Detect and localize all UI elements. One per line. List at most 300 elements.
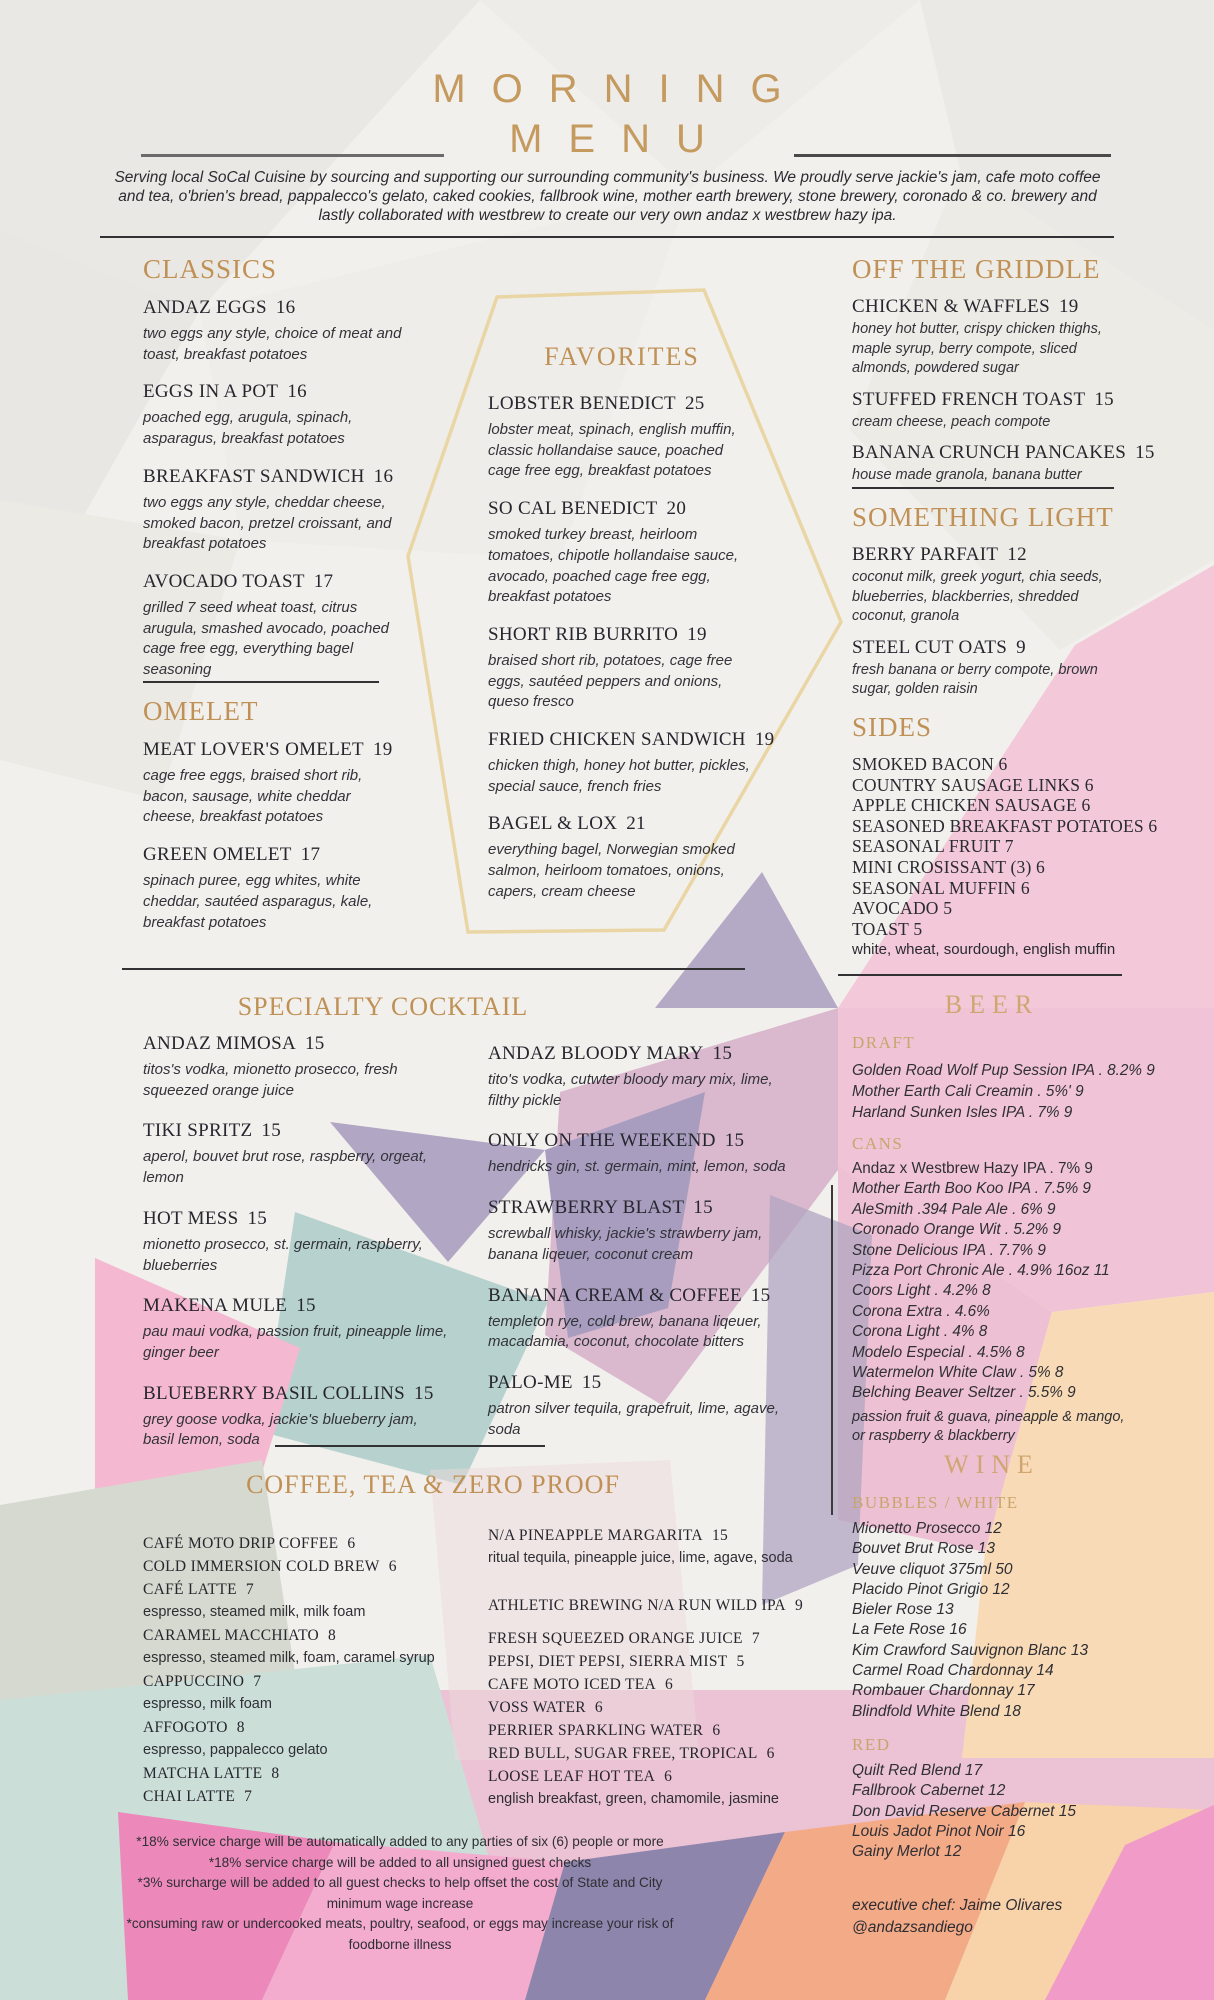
- menu-item: [852, 637, 1130, 700]
- wine-title: WINE: [944, 1450, 1040, 1479]
- item-header: [852, 296, 1130, 318]
- item-header: [488, 1742, 818, 1765]
- item-header: [143, 1119, 453, 1143]
- list-line: COUNTRY SAUSAGE LINKS 6: [852, 774, 1094, 795]
- beer-draft-label: DRAFT: [852, 1033, 916, 1052]
- menu-item: [488, 1765, 818, 1811]
- sides-note: white, wheat, sourdough, english muffin: [852, 941, 1116, 959]
- item-name: LOBSTER BENEDICT: [488, 393, 676, 414]
- item-header: [143, 1032, 453, 1056]
- list-line: Carmel Road Chardonnay 14: [852, 1662, 1054, 1680]
- menu-item: [488, 1129, 788, 1178]
- section-omelet: [143, 694, 405, 948]
- item-description: smoked turkey breast, heirloom tomatoes, chipotle hollandaise sauce, avocado, poached cage free egg, breakfast potatoes: [488, 526, 739, 606]
- wine-red-list: [852, 1761, 1132, 1862]
- item-header: [143, 1207, 453, 1231]
- item-header: [143, 1294, 453, 1318]
- beer-title: BEER: [944, 990, 1040, 1019]
- item-name: CAFÉ MOTO DRIP COFFEE: [143, 1535, 339, 1552]
- menu-item: [143, 1207, 453, 1276]
- section-something-light: [852, 500, 1130, 710]
- item-price: 15: [1135, 442, 1155, 463]
- list-line: Veuve cliquot 375ml 50: [852, 1560, 1013, 1578]
- menu-item: [143, 1555, 463, 1578]
- item-header: [488, 1524, 818, 1547]
- item-price: 8: [236, 1719, 245, 1736]
- item-price: 6: [594, 1699, 603, 1716]
- item-header: [488, 1765, 818, 1788]
- item-price: 6: [712, 1722, 721, 1739]
- item-name: MATCHA LATTE: [143, 1765, 263, 1782]
- menu-item: [143, 1670, 463, 1716]
- item-description: espresso, milk foam: [143, 1696, 272, 1712]
- item-name: CAFÉ LATTE: [143, 1581, 237, 1598]
- divider-cocktail: [122, 968, 745, 970]
- item-header: [143, 465, 405, 489]
- item-name: CARAMEL MACCHIATO: [143, 1627, 320, 1644]
- list-line: SEASONAL MUFFIN 6: [852, 877, 1030, 898]
- section-off-the-griddle: [852, 252, 1155, 496]
- item-description: braised short rib, potatoes, cage free eggs, sautéed peppers and onions, queso fresco: [488, 651, 733, 711]
- item-name: STUFFED FRENCH TOAST: [852, 388, 1086, 410]
- list-line: *18% service charge will be added to all unsigned guest checks: [208, 1854, 592, 1870]
- item-description: mionetto prosecco, st. germain, raspberry, blueberries: [143, 1235, 423, 1274]
- title-rule-left: [141, 154, 444, 157]
- list-line: Modelo Especial . 4.5% 8: [852, 1343, 1025, 1361]
- cocktail-column-2: [488, 1042, 788, 1458]
- something-light-items: [852, 544, 1130, 700]
- list-line: Rombauer Chardonnay 17: [852, 1682, 1035, 1700]
- chef-name: executive chef: Jaime Olivares: [852, 1897, 1063, 1914]
- section-wine: [852, 1450, 1132, 1862]
- item-name: PERRIER SPARKLING WATER: [488, 1722, 704, 1739]
- social-handle: @andazsandiego: [852, 1919, 973, 1936]
- omelet-title: OMELET: [143, 696, 259, 726]
- menu-item: [488, 1196, 788, 1265]
- intro-paragraph: [95, 168, 1120, 225]
- wine-white-list: [852, 1519, 1132, 1722]
- item-name: PALO-ME: [488, 1371, 573, 1393]
- item-name: COLD IMMERSION COLD BREW: [143, 1558, 380, 1575]
- menu-item: [488, 1696, 818, 1719]
- item-header: [488, 623, 756, 647]
- menu-item: [143, 1294, 453, 1363]
- item-description: espresso, pappalecco gelato: [143, 1742, 328, 1758]
- classics-title: CLASSICS: [143, 254, 278, 284]
- menu-item: [143, 738, 405, 828]
- list-line: Coors Light . 4.2% 8: [852, 1282, 991, 1300]
- list-line: La Fete Rose 16: [852, 1621, 967, 1639]
- list-line: Pizza Port Chronic Ale . 4.9% 16oz 11: [852, 1262, 1110, 1280]
- list-line: Harland Sunken Isles IPA . 7% 9: [852, 1104, 1073, 1121]
- menu-item: [143, 1532, 463, 1555]
- item-name: CAPPUCCINO: [143, 1673, 245, 1690]
- menu-item: [143, 1382, 453, 1451]
- item-header: [488, 1696, 818, 1719]
- item-header: [143, 1382, 453, 1406]
- section-favorites: [488, 392, 775, 918]
- menu-item: [143, 843, 405, 933]
- item-description: templeton rye, cold brew, banana liqeuer, macadamia, coconut, chocolate bitters: [488, 1312, 762, 1351]
- favorites-items: [488, 392, 775, 903]
- item-description: patron silver tequila, grapefruit, lime, agave, soda: [488, 1399, 779, 1438]
- item-header: [143, 1624, 463, 1647]
- item-description: poached egg, arugula, spinach, asparagus, breakfast potatoes: [143, 409, 353, 448]
- list-line: *consuming raw or undercooked meats, poultry, seafood, or eggs may increase your risk of foodborne illness: [126, 1916, 674, 1952]
- griddle-title: OFF THE GRIDDLE: [852, 254, 1101, 284]
- list-line: AleSmith .394 Pale Ale . 6% 9: [852, 1200, 1056, 1218]
- item-header: [143, 1670, 463, 1693]
- item-name: ANDAZ MIMOSA: [143, 1033, 296, 1054]
- item-price: 5: [736, 1653, 745, 1670]
- item-price: 15: [414, 1382, 434, 1404]
- item-name: PEPSI, DIET PEPSI, SIERRA MIST: [488, 1653, 728, 1670]
- menu-item: [143, 296, 405, 365]
- item-price: 9: [1016, 636, 1026, 658]
- item-price: 16: [287, 381, 307, 403]
- list-line: and tea, o'brien's bread, pappalecco's gelato, caked cookies, fallbrook wine, mother earth brewery, stone brewery, coronado & co. brewery and: [118, 188, 1097, 205]
- page-title-line2: MENU: [509, 117, 731, 161]
- item-name: CHAI LATTE: [143, 1788, 236, 1805]
- menu-item: [852, 296, 1130, 379]
- divider-top: [100, 236, 1114, 238]
- item-description: cream cheese, peach compote: [852, 413, 1051, 430]
- item-header: [143, 1762, 463, 1785]
- item-description: screwball whisky, jackie's strawberry jam, banana liqeuer, coconut cream: [488, 1225, 763, 1263]
- item-header: [143, 570, 405, 594]
- item-description: fresh banana or berry compote, brown sugar, golden raisin: [852, 661, 1098, 697]
- menu-item: [488, 812, 756, 902]
- list-line: Mother Earth Cali Creamin . 5%' 9: [852, 1083, 1084, 1100]
- item-price: 8: [271, 1765, 280, 1782]
- list-line: lastly collaborated with westbrew to create our very own andaz x westbrew hazy ipa.: [318, 207, 897, 224]
- item-description: everything bagel, Norwegian smoked salmon, heirloom tomatoes, onions, capers, cream cheese: [488, 841, 735, 900]
- item-price: 6: [766, 1745, 775, 1762]
- item-name: STRAWBERRY BLAST: [488, 1197, 685, 1219]
- item-price: 16: [275, 297, 296, 318]
- item-price: 15: [296, 1295, 316, 1317]
- item-description: spinach puree, egg whites, white cheddar, sautéed asparagus, kale, breakfast potatoes: [143, 872, 373, 931]
- item-name: TIKI SPRITZ: [143, 1120, 253, 1142]
- beer-cans-list: [852, 1159, 1132, 1404]
- menu-item: [488, 1650, 818, 1673]
- item-price: 7: [245, 1581, 254, 1598]
- item-header: [488, 1719, 818, 1742]
- item-header: [488, 1371, 788, 1395]
- menu-item: [143, 1785, 463, 1808]
- menu-item: [488, 1284, 788, 1353]
- menu-item: [488, 623, 756, 713]
- item-name: SO CAL BENEDICT: [488, 498, 658, 520]
- item-name: MEAT LOVER'S OMELET: [143, 739, 364, 760]
- list-line: SEASONAL FRUIT 7: [852, 836, 1014, 857]
- item-price: 7: [253, 1673, 262, 1690]
- list-line: Watermelon White Claw . 5% 8: [852, 1364, 1064, 1382]
- menu-item: [488, 1371, 788, 1440]
- menu-item: [488, 497, 756, 608]
- item-name: VOSS WATER: [488, 1699, 586, 1716]
- item-header: [488, 812, 756, 836]
- item-name: HOT MESS: [143, 1207, 239, 1229]
- item-price: 15: [581, 1371, 602, 1393]
- sides-list: [852, 754, 1158, 939]
- list-line: Blindfold White Blend 18: [852, 1702, 1021, 1720]
- menu-item: [143, 1119, 453, 1188]
- list-line: Andaz x Westbrew Hazy IPA . 7% 9: [852, 1160, 1093, 1177]
- item-price: 15: [724, 1130, 745, 1152]
- list-line: Placido Pinot Grigio 12: [852, 1580, 1010, 1598]
- list-line: *3% surcharge will be added to all guest checks to help offset the cost of State and City minimum wage increase: [137, 1875, 663, 1911]
- item-price: 15: [711, 1527, 729, 1544]
- item-name: ANDAZ BLOODY MARY: [488, 1043, 704, 1064]
- title-rule-right: [794, 154, 1111, 157]
- item-price: 7: [751, 1630, 760, 1647]
- list-line: *18% service charge will be automatically added to any parties of six (6) people or more: [136, 1834, 664, 1849]
- divider-vertical: [831, 1185, 833, 1515]
- item-price: 15: [750, 1284, 771, 1306]
- item-description: english breakfast, green, chamomile, jasmine: [488, 1791, 779, 1807]
- item-header: [488, 1042, 788, 1066]
- item-description: coconut milk, greek yogurt, chia seeds, blueberries, blackberries, shredded coconut, granola: [852, 569, 1103, 624]
- item-name: AFFOGOTO: [143, 1719, 228, 1736]
- item-header: [852, 389, 1130, 411]
- item-name: ANDAZ EGGS: [143, 297, 267, 318]
- item-name: MAKENA MULE: [143, 1295, 288, 1317]
- item-name: AVOCADO TOAST: [143, 570, 305, 592]
- item-price: 15: [261, 1120, 281, 1142]
- item-price: 6: [347, 1535, 356, 1552]
- item-name: N/A PINEAPPLE MARGARITA: [488, 1527, 703, 1544]
- item-name: ATHLETIC BREWING N/A RUN WILD IPA: [488, 1597, 786, 1614]
- item-price: 7: [244, 1788, 253, 1805]
- list-line: Bouvet Brut Rose 13: [852, 1540, 996, 1558]
- wine-red-label: RED: [852, 1734, 891, 1754]
- menu-item: [143, 1716, 463, 1762]
- item-name: BREAKFAST SANDWICH: [143, 465, 365, 487]
- item-name: BLUEBERRY BASIL COLLINS: [143, 1382, 406, 1404]
- menu-item: [143, 1762, 463, 1785]
- menu-item: [488, 392, 756, 482]
- divider-beer: [838, 974, 1122, 976]
- item-description: pau maui vodka, passion fruit, pineapple lime, ginger beer: [143, 1323, 448, 1361]
- list-line: Corona Extra . 4.6%: [852, 1302, 990, 1320]
- menu-item: [488, 1524, 818, 1570]
- item-header: [143, 843, 405, 867]
- item-description: two eggs any style, choice of meat and toast, breakfast potatoes: [143, 325, 402, 363]
- classics-items: [143, 296, 405, 681]
- item-price: 19: [687, 623, 707, 645]
- menu-item: [488, 1042, 788, 1111]
- item-header: [488, 1673, 818, 1696]
- menu-item: [143, 1032, 453, 1101]
- list-line: Fallbrook Cabernet 12: [852, 1782, 1006, 1800]
- item-price: 19: [372, 739, 393, 760]
- item-header: [143, 380, 405, 404]
- item-header: [488, 392, 756, 416]
- item-name: SHORT RIB BURRITO: [488, 623, 679, 645]
- list-line: Gainy Merlot 12: [852, 1843, 962, 1861]
- list-line: SMOKED BACON 6: [852, 754, 1008, 774]
- item-price: 15: [304, 1033, 325, 1054]
- beer-seltzer-note: passion fruit & guava, pineapple & mango, or raspberry & blackberry: [852, 1408, 1125, 1445]
- coffee-title: COFFEE, TEA & ZERO PROOF: [246, 1470, 620, 1499]
- item-header: [852, 637, 1130, 659]
- item-description: house made granola, banana butter: [852, 467, 1082, 483]
- item-header: [488, 1627, 818, 1650]
- item-header: [143, 1532, 463, 1555]
- item-name: GREEN OMELET: [143, 844, 292, 866]
- omelet-items: [143, 738, 405, 933]
- item-header: [488, 1594, 818, 1617]
- list-line: Belching Beaver Seltzer . 5.5% 9: [852, 1384, 1076, 1402]
- menu-item: [488, 1742, 818, 1765]
- coffee-items-2: [488, 1524, 818, 1811]
- item-header: [143, 738, 405, 762]
- list-line: Quilt Red Blend 17: [852, 1761, 983, 1779]
- menu-item: [852, 442, 1155, 486]
- item-name: RED BULL, SUGAR FREE, TROPICAL: [488, 1745, 758, 1762]
- menu-item: [143, 1624, 463, 1670]
- item-header: [488, 1129, 788, 1153]
- item-name: EGGS IN A POT: [143, 381, 279, 403]
- item-price: 6: [665, 1676, 674, 1693]
- item-name: FRESH SQUEEZED ORANGE JUICE: [488, 1630, 743, 1647]
- menu-item: [488, 1673, 818, 1696]
- item-name: CHICKEN & WAFFLES: [852, 296, 1050, 317]
- page-title-line1: MORNING: [432, 67, 808, 111]
- item-header: [143, 296, 405, 320]
- list-line: APPLE CHICKEN SAUSAGE 6: [852, 795, 1091, 816]
- list-line: TOAST 5: [852, 918, 923, 939]
- list-line: MINI CROSISSANT (3) 6: [852, 856, 1045, 877]
- list-line: Golden Road Wolf Pup Session IPA . 8.2% 9: [852, 1062, 1155, 1079]
- item-header: [488, 497, 756, 521]
- item-header: [852, 544, 1130, 566]
- menu-item: [488, 1594, 818, 1617]
- item-header: [488, 728, 775, 752]
- item-price: 16: [373, 465, 394, 487]
- item-description: cage free eggs, braised short rib, bacon, sausage, white cheddar cheese, breakfast potatoes: [143, 767, 363, 826]
- item-name: FRIED CHICKEN SANDWICH: [488, 729, 746, 751]
- item-description: titos's vodka, mionetto prosecco, fresh squeezed orange juice: [143, 1061, 398, 1099]
- menu-item: [488, 1719, 818, 1742]
- menu-item: [143, 465, 405, 555]
- item-description: espresso, steamed milk, foam, caramel syrup: [143, 1650, 435, 1666]
- section-beer: [852, 990, 1155, 1447]
- item-price: 15: [712, 1043, 733, 1064]
- menu-item: [488, 728, 775, 797]
- item-price: 12: [1007, 544, 1027, 565]
- sides-title: SIDES: [852, 712, 933, 742]
- item-price: 15: [693, 1197, 713, 1219]
- chef-credit: [852, 1895, 1132, 1939]
- list-line: Mother Earth Boo Koo IPA . 7.5% 9: [852, 1180, 1091, 1198]
- menu-item: [143, 380, 405, 449]
- beer-draft-list: [852, 1060, 1155, 1123]
- wine-white-label: BUBBLES / WHITE: [852, 1493, 1019, 1512]
- item-header: [143, 1555, 463, 1578]
- item-name: LOOSE LEAF HOT TEA: [488, 1768, 656, 1785]
- item-description: grilled 7 seed wheat toast, citrus arugula, smashed avocado, poached cage free egg, everything bagel seasoning: [143, 598, 390, 679]
- item-price: 20: [666, 498, 687, 520]
- list-line: AVOCADO 5: [852, 898, 953, 919]
- divider-something-light: [852, 487, 1114, 489]
- list-line: Kim Crawford Sauvignon Blanc 13: [852, 1641, 1089, 1659]
- item-description: chicken thigh, honey hot butter, pickles, special sauce, french fries: [488, 757, 750, 795]
- divider-omelet: [143, 681, 379, 683]
- item-name: BANANA CREAM & COFFEE: [488, 1284, 742, 1306]
- item-name: BANANA CRUNCH PANCAKES: [852, 442, 1127, 463]
- item-description: two eggs any style, cheddar cheese, smoked bacon, pretzel croissant, and breakfast potatoes: [143, 493, 392, 553]
- item-header: [143, 1578, 463, 1601]
- list-line: Bieler Rose 13: [852, 1601, 954, 1619]
- item-header: [143, 1785, 463, 1808]
- item-description: lobster meat, spinach, english muffin, classic hollandaise sauce, poached cage free egg, breakfast potatoes: [488, 421, 736, 480]
- list-line: Louis Jadot Pin​ot Noir 16: [852, 1822, 1026, 1840]
- coffee-column-2: [488, 1524, 818, 1811]
- cocktail-column-1: [143, 1032, 453, 1469]
- list-line: Mionetto Prosecco 12: [852, 1520, 1002, 1537]
- coffee-items-1: [143, 1532, 463, 1808]
- item-header: [852, 442, 1155, 464]
- item-header: [143, 1716, 463, 1739]
- item-price: 25: [684, 393, 705, 414]
- item-description: hendricks gin, st. germain, mint, lemon, soda: [488, 1158, 786, 1176]
- item-header: [488, 1284, 788, 1308]
- menu-item: [852, 389, 1130, 433]
- list-line: Coronado Orange Wit . 5.2% 9: [852, 1221, 1062, 1239]
- item-name: BAGEL & LOX: [488, 813, 618, 835]
- menu-item: [143, 1578, 463, 1624]
- item-price: 21: [626, 813, 646, 835]
- item-header: [488, 1196, 788, 1220]
- griddle-items: [852, 296, 1155, 486]
- item-description: grey goose vodka, jackie's blueberry jam, basil lemon, soda: [143, 1410, 418, 1449]
- menu-item: [852, 544, 1130, 627]
- cocktail-items-2: [488, 1042, 788, 1440]
- list-line: Corona Light . 4% 8: [852, 1323, 988, 1341]
- item-description: honey hot butter, crispy chicken thighs, maple syrup, berry compote, sliced almonds, powdered sugar: [852, 321, 1102, 376]
- list-line: Serving local SoCal Cuisine by sourcing and supporting our surrounding community's business. We proudly serve jackie's jam, cafe moto coffee: [114, 169, 1101, 186]
- item-price: 15: [247, 1207, 268, 1229]
- divider-coffee: [275, 1445, 545, 1447]
- page-title: [0, 64, 1214, 164]
- item-price: 8: [328, 1627, 337, 1644]
- favorites-title: FAVORITES: [544, 342, 700, 371]
- menu-item: [488, 1627, 818, 1650]
- item-price: 6: [388, 1558, 397, 1575]
- item-price: 9: [794, 1597, 803, 1614]
- cocktail-items-1: [143, 1032, 453, 1451]
- item-price: 17: [313, 570, 334, 592]
- item-description: ritual tequila, pineapple juice, lime, agave, soda: [488, 1550, 793, 1566]
- something-light-title: SOMETHING LIGHT: [852, 502, 1114, 532]
- section-classics: [143, 252, 405, 696]
- item-description: aperol, bouvet brut rose, raspberry, orgeat, lemon: [143, 1148, 428, 1187]
- item-description: espresso, steamed milk, milk foam: [143, 1604, 366, 1620]
- item-price: 19: [754, 729, 775, 751]
- specialty-cocktail-title: SPECIALTY COCKTAIL: [237, 992, 529, 1021]
- item-name: CAFE MOTO ICED TEA: [488, 1676, 657, 1693]
- list-line: Don David Reserve Cabernet 15: [852, 1802, 1077, 1820]
- item-price: 6: [664, 1768, 673, 1785]
- list-line: Stone Delicious IPA . 7.7% 9: [852, 1241, 1046, 1259]
- beer-cans-label: CANS: [852, 1134, 904, 1153]
- section-sides: [852, 710, 1158, 960]
- item-description: tito's vodka, cutwter bloody mary mix, lime, filthy pickle: [488, 1071, 773, 1109]
- list-line: SEASONED BREAKFAST POTATOES 6: [852, 815, 1158, 836]
- item-price: 15: [1094, 388, 1114, 410]
